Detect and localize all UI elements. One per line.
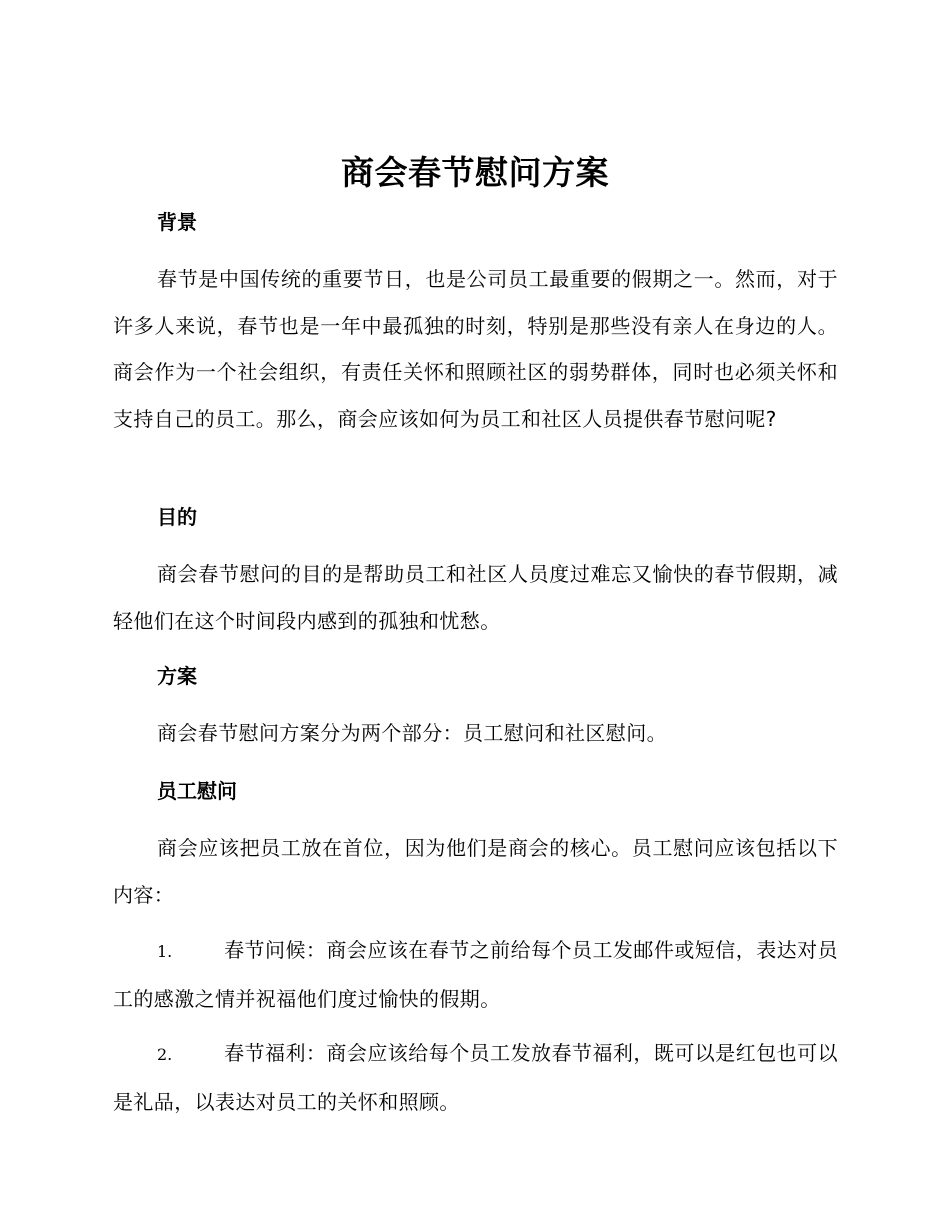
section-heading-background: 背景 xyxy=(157,210,197,234)
list-item-number: 2. xyxy=(157,1045,173,1064)
document-title: 商会春节慰问方案 xyxy=(341,153,609,192)
section-heading-purpose: 目的 xyxy=(157,505,197,529)
paragraph-background: 春节是中国传统的重要节日，也是公司员工最重要的假期之一。然而，对于许多人来说，春节也是一年中最孤独的时刻，特别是那些没有亲人在身边的人。商会作为一个社会组织，有责任关怀和照顾社区的弱势群体，同时也必须关怀和支持自己的员工。那么，商会应该如何为员工和社区人员提供春节慰问呢? xyxy=(113,267,838,431)
paragraph-plan: 商会春节慰问方案分为两个部分：员工慰问和社区慰问。 xyxy=(157,721,667,745)
paragraph-employee: 商会应该把员工放在首位，因为他们是商会的核心。员工慰问应该包括以下内容： xyxy=(113,836,838,907)
list-item xyxy=(113,1030,838,1125)
section-heading-employee: 员工慰问 xyxy=(157,779,237,803)
list-item xyxy=(113,927,838,1022)
list-item-number: 1. xyxy=(157,942,173,961)
section-heading-plan: 方案 xyxy=(157,664,197,688)
list-item-text: 春节福利：商会应该给每个员工发放春节福利，既可以是红包也可以是礼品，以表达对员工的关怀和照顾。 xyxy=(113,1041,838,1114)
list-item-text: 春节问候：商会应该在春节之前给每个员工发邮件或短信，表达对员工的感激之情并祝福他们度过愉快的假期。 xyxy=(113,938,838,1011)
paragraph-purpose: 商会春节慰问的目的是帮助员工和社区人员度过难忘又愉快的春节假期，减轻他们在这个时间段内感到的孤独和忧愁。 xyxy=(113,562,838,633)
